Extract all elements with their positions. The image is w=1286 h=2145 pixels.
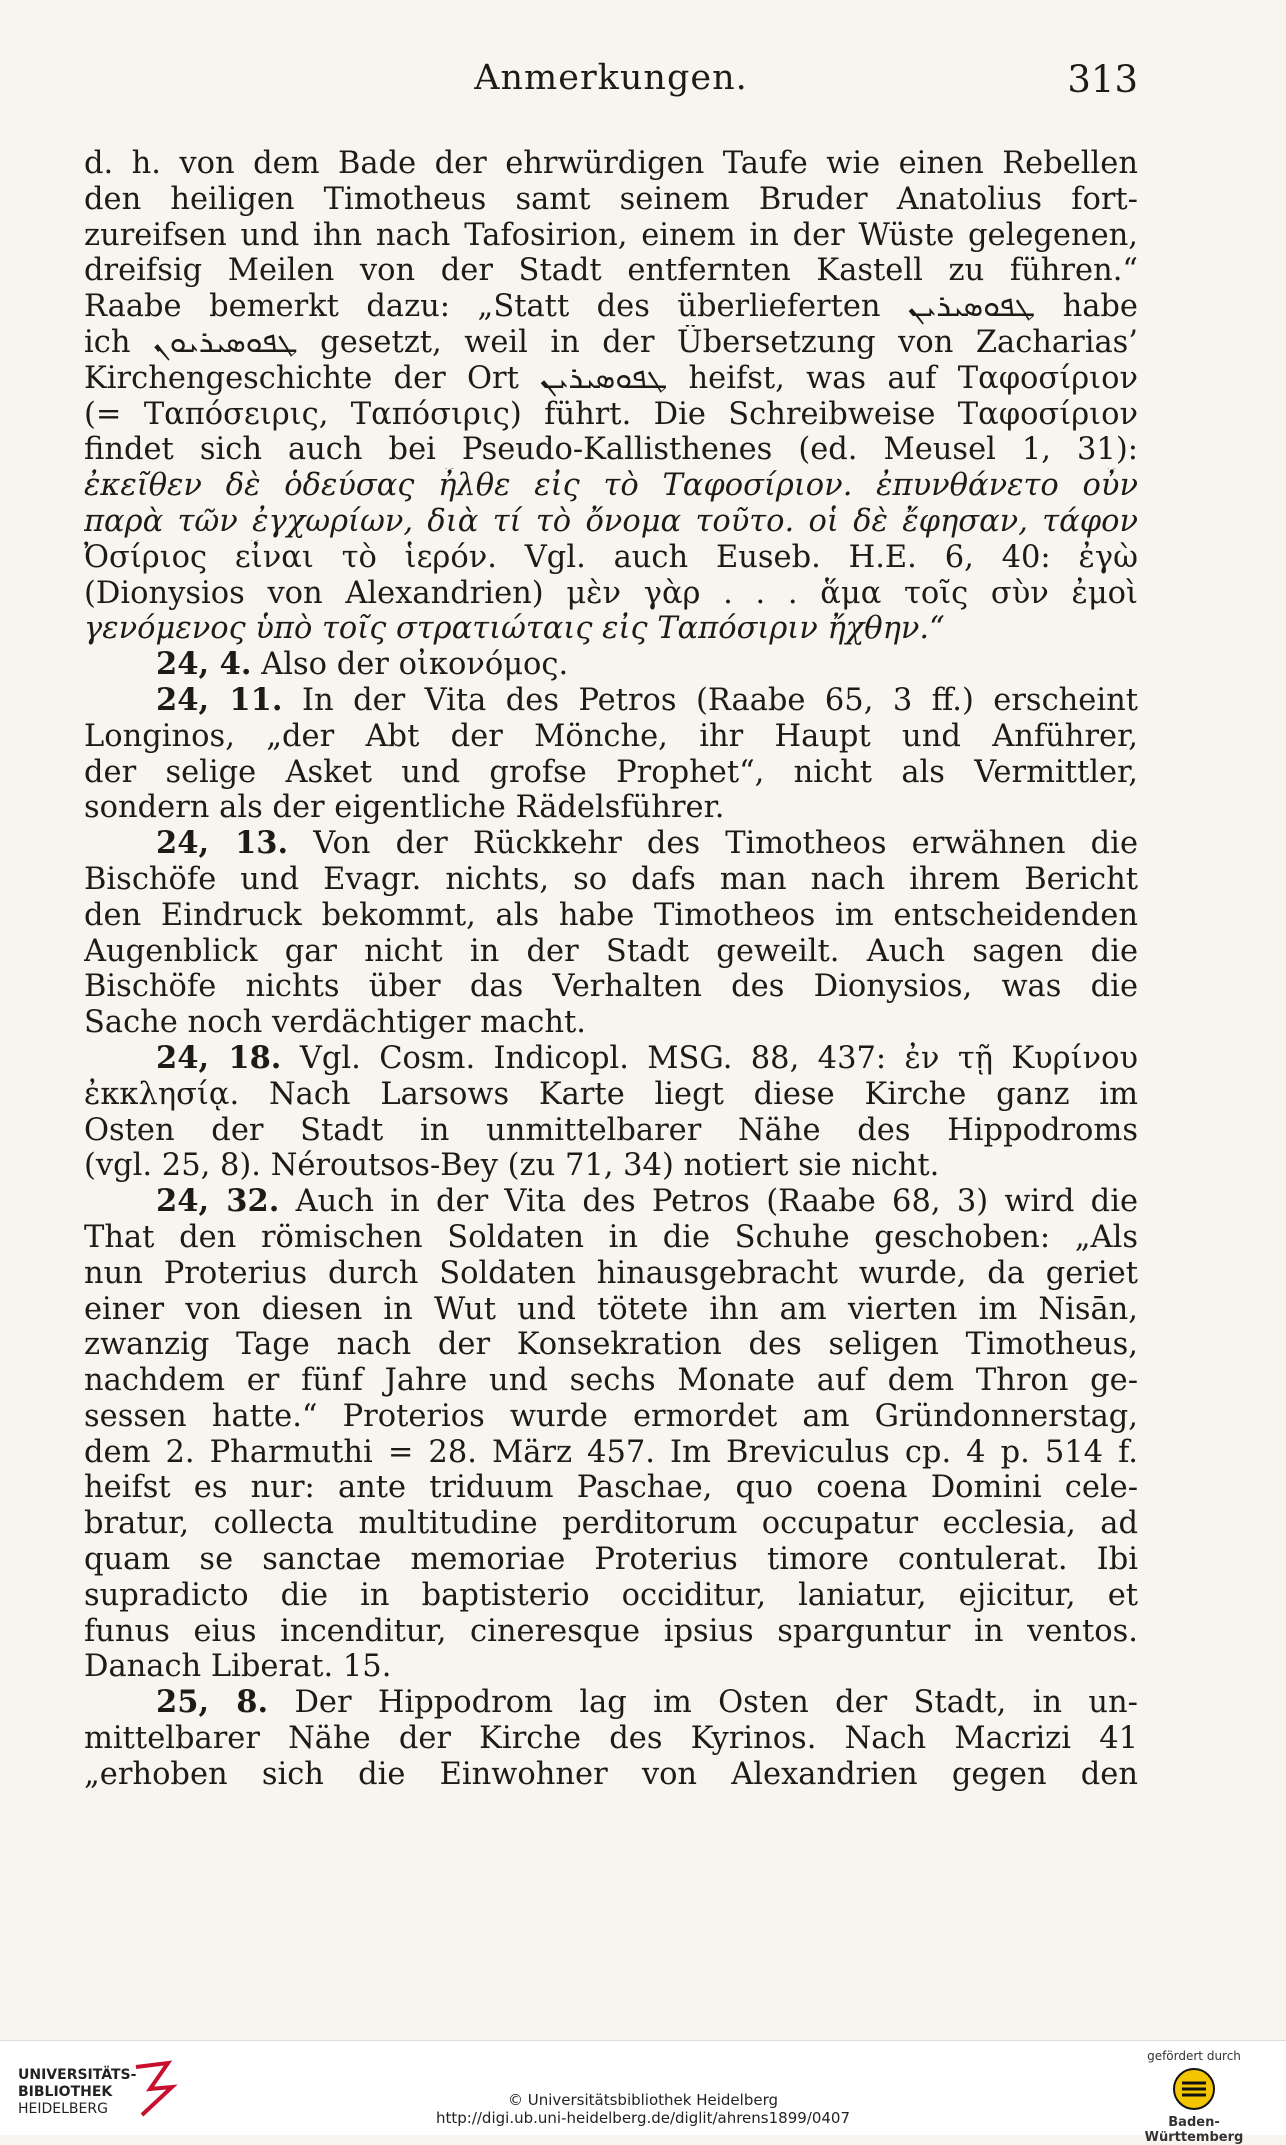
page-header — [84, 58, 1138, 108]
funder-block — [1124, 2049, 1264, 2145]
text-line: heifst es nur: ante triduum Paschae, quo coena Domini cele- — [84, 1470, 1138, 1506]
text-line: zwanzig Tage nach der Konsekration des seligen Timotheus, — [84, 1327, 1138, 1363]
note-reference: 24, 18. — [156, 1040, 282, 1076]
text-line: der selige Asket und grofse Prophet“, nicht als Vermittler, — [84, 754, 1138, 790]
text-line: 25, 8. Der Hippodrom lag im Osten der Stadt, in un- — [156, 1685, 1138, 1721]
text-line: 24, 11. In der Vita des Petros (Raabe 65, 3 ff.) erscheint — [156, 682, 1138, 718]
text-line: sondern als der eigentliche Rädelsführer. — [84, 790, 725, 826]
text-line: supradicto die in baptisterio occiditur, laniatur, ejicitur, et — [84, 1577, 1138, 1613]
text-line: Augenblick gar nicht in der Stadt geweilt. Auch sagen die — [84, 933, 1138, 969]
text-line: funus eius incenditur, cineresque ipsius sparguntur in ventos. — [84, 1613, 1138, 1649]
permalink[interactable]: http://digi.ub.uni-heidelberg.de/diglit/ahrens1899/0407 — [435, 2109, 851, 2127]
text-line: nun Proterius durch Soldaten hinausgebracht wurde, da geriet — [84, 1255, 1138, 1291]
text-line: Raabe bemerkt dazu: „Statt des überlieferten ܛܦܘܣܝܪܝܢ habe — [84, 289, 1138, 325]
copyright-block — [0, 2091, 1286, 2127]
text-line: That den römischen Soldaten in die Schuhe geschoben: „Als — [84, 1219, 1138, 1255]
library-name-line2: BIBLIOTHEK — [18, 2084, 113, 2100]
note-reference: 24, 4. — [156, 647, 252, 683]
text-line: 24, 13. Von der Rückkehr des Timotheos erwähnen die — [156, 826, 1138, 862]
text-line: dreifsig Meilen von der Stadt entfernten Kastell zu führen.“ — [84, 253, 1138, 289]
note-reference: 24, 32. — [156, 1184, 280, 1220]
text-line: „erhoben sich die Einwohner von Alexandrien gegen den — [84, 1756, 1138, 1792]
text-line: den Eindruck bekommt, als habe Timotheos im entscheidenden — [84, 897, 1138, 933]
text-line: 24, 18. Vgl. Cosm. Indicopl. MSG. 88, 437: ἐν τῇ Κυρίνου — [156, 1040, 1138, 1076]
state-crest-icon — [1172, 2067, 1216, 2111]
text-line: d. h. von dem Bade der ehrwürdigen Taufe wie einen Rebellen — [84, 146, 1138, 181]
text-line: ἐκκλησίᾳ. Nach Larsows Karte liegt diese Kirche ganz im — [84, 1076, 1138, 1112]
text-line: 24, 32. Auch in der Vita des Petros (Raabe 68, 3) wird die — [156, 1184, 1138, 1220]
text-line: einer von diesen in Wut und tötete ihn am vierten im Nisān, — [84, 1291, 1138, 1327]
text-line: Osten der Stadt in unmittelbarer Nähe des Hippodroms — [84, 1112, 1138, 1148]
text-line: mittelbarer Nähe der Kirche des Kyrinos. Nach Macrizi 41 — [84, 1721, 1138, 1757]
text-line: zureifsen und ihn nach Tafosirion, einem in der Wüste gelegenen, — [84, 217, 1138, 253]
text-line: nachdem er fünf Jahre und sechs Monate auf dem Thron ge- — [84, 1363, 1138, 1399]
funder-name: Baden-Württemberg — [1144, 2115, 1244, 2145]
text-line: (vgl. 25, 8). Néroutsos-Bey (zu 71, 34) notiert sie nicht. — [84, 1148, 940, 1184]
note-reference: 25, 8. — [156, 1685, 269, 1721]
funded-by-label: gefördert durch — [1147, 2049, 1241, 2063]
copyright-text: © Universitätsbibliothek Heidelberg — [507, 2091, 778, 2109]
text-line: 24, 4. Also der οἰκονόμος. — [156, 647, 569, 683]
body-text — [84, 146, 1138, 1793]
text-line: dem 2. Pharmuthi = 28. März 457. Im Breviculus cp. 4 p. 514 f. — [84, 1434, 1138, 1470]
text-line: quam se sanctae memoriae Proterius timore contulerat. Ibi — [84, 1542, 1138, 1578]
text-line: Bischöfe nichts über das Verhalten des Dionysios, was die — [84, 969, 1138, 1005]
text-line: den heiligen Timotheus samt seinem Bruder Anatolius fort- — [84, 181, 1138, 217]
text-line: Longinos, „der Abt der Mönche, ihr Haupt und Anführer, — [84, 718, 1138, 754]
viewer-footer — [0, 2040, 1286, 2145]
text-line: Kirchengeschichte der Ort ܛܦܘܣܝܪܝܢ heifst, was auf Ταφοσίριον — [84, 360, 1138, 396]
text-line: findet sich auch bei Pseudo-Kallisthenes (ed. Meusel 1, 31): — [84, 432, 1138, 468]
text-line: Ὀσίριος εἶναι τὸ ἱερόν. Vgl. auch Euseb. H.E. 6, 40: ἐγὼ — [84, 539, 1138, 575]
text-line: Sache noch verdächtiger macht. — [84, 1005, 586, 1041]
note-reference: 24, 11. — [156, 682, 283, 718]
text-line: bratur, collecta multitudine perditorum occupatur ecclesia, ad — [84, 1506, 1138, 1542]
library-name-line1: UNIVERSITÄTS- — [18, 2067, 137, 2083]
text-line: ἐκεῖθεν δὲ ὁδεύσας ἦλθε εἰς τὸ Ταφοσίριον. ἐπυνθάνετο οὖν — [84, 468, 1138, 504]
note-reference: 24, 13. — [156, 826, 289, 862]
running-title: Anmerkungen. — [474, 58, 748, 98]
page-number: 313 — [1067, 58, 1138, 101]
text-line: (Dionysios von Alexandrien) μὲν γὰρ . . . ἅμα τοῖς σὺν ἐμοὶ — [84, 575, 1138, 611]
text-line: Bischöfe und Evagr. nichts, so dafs man nach ihrem Bericht — [84, 861, 1138, 897]
text-line: παρὰ τῶν ἐγχωρίων, διὰ τί τὸ ὄνομα τοῦτο. οἱ δὲ ἔφησαν, τάφον — [84, 503, 1138, 539]
text-line: γενόμενος ὑπὸ τοῖς στρατιώταις εἰς Ταπόσιριν ἤχθην.“ — [84, 611, 945, 647]
text-line: Danach Liberat. 15. — [84, 1649, 392, 1685]
library-name-line3: HEIDELBERG — [18, 2101, 108, 2117]
text-line: ich ܛܦܘܣܝܪܝܘܢ gesetzt, weil in der Übersetzung von Zacharias’ — [84, 324, 1138, 360]
text-line: sessen hatte.“ Proterios wurde ermordet am Gründonnerstag, — [84, 1398, 1138, 1434]
text-line: (= Ταπόσειρις, Ταπόσιρις) führt. Die Schreibweise Ταφοσίριον — [84, 396, 1138, 432]
